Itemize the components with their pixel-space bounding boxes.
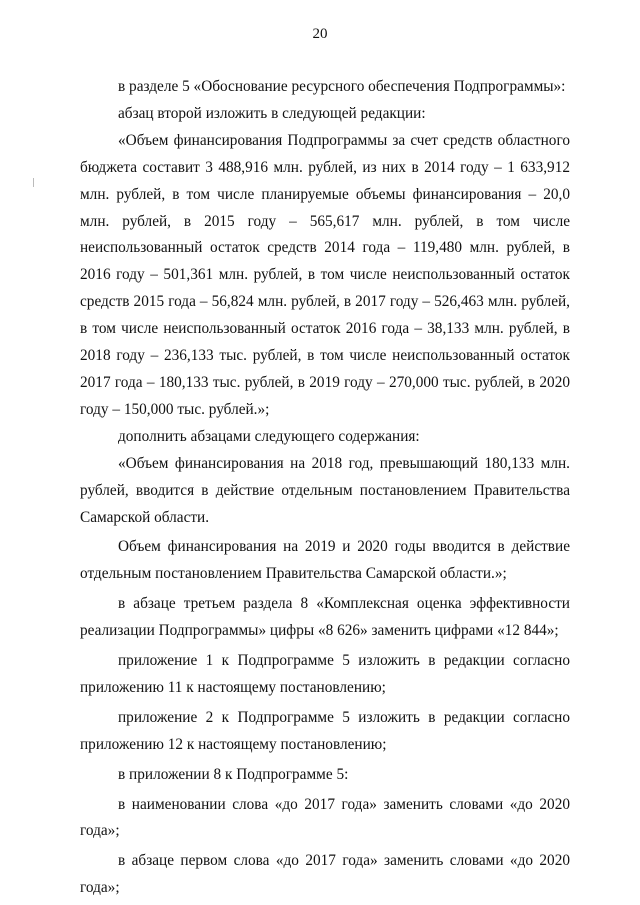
paragraph-appendix-1: приложение 1 к Подпрограмме 5 изложить в редакции согласно приложению 11 к настоящему постановлению; [80, 652, 570, 696]
paragraph-section-5-heading: в разделе 5 «Обоснование ресурсного обеспечения Подпрограммы»: [118, 78, 566, 95]
paragraph-appendix-8: в приложении 8 к Подпрограмме 5: [118, 765, 349, 783]
paragraph-first-abzac-words: в абзаце первом слова «до 2017 года» заменить словами «до 2020 года»; [80, 852, 570, 897]
paragraph-financing-volume: «Объем финансирования Подпрограммы за счет средств областного бюджета составит 3 488,916 млн. рублей, из них в 2014 году – 1 633,912 млн. рублей, в том числе планируемые объемы финансирования – 20,0 млн. рублей, в 2015 году – 565,617 млн. рублей, в том числе неиспользованный остаток средств 2014 года – 119,480 млн. рублей, в 2016 году – 501,361 млн. рублей, в том числе неиспользованный остаток средств 2015 года – 56,824 млн. рублей, в 2017 году – 526,463 млн. рублей, в том числе неиспользованный остаток 2016 года – 38,133 млн. рублей, в 2018 году – 236,133 тыс. рублей, в том числе неиспользованный остаток 2017 года – 180,133 тыс. рублей, в 2019 году – 270,000 тыс. рублей, в 2020 году – 150,000 тыс. рублей.»; [80, 131, 570, 418]
paragraph-add-abzacs: дополнить абзацами следующего содержания: [118, 427, 420, 445]
paragraph-2019-2020-financing: Объем финансирования на 2019 и 2020 годы вводится в действие отдельным постановлением Правительства Самарской области.»; [80, 538, 570, 583]
page-number: 20 [312, 26, 328, 42]
paragraph-title-words: в наименовании слова «до 2017 года» заменить словами «до 2020 года»; [80, 795, 570, 840]
paragraph-section-8: в абзаце третьем раздела 8 «Комплексная оценка эффективности реализации Подпрограммы» цифры «8 626» заменить цифрами «12 844»; [80, 595, 570, 640]
document-body [80, 74, 570, 902]
paragraph-second-abzac: абзац второй изложить в следующей редакции: [118, 104, 426, 122]
margin-mark [33, 178, 34, 187]
paragraph-2018-financing: «Объем финансирования на 2018 год, превышающий 180,133 млн. рублей, вводится в действие отдельным постановлением Правительства Самарской области. [80, 454, 570, 526]
paragraph-appendix-2: приложение 2 к Подпрограмме 5 изложить в редакции согласно приложению 12 к настоящему постановлению; [80, 708, 570, 753]
